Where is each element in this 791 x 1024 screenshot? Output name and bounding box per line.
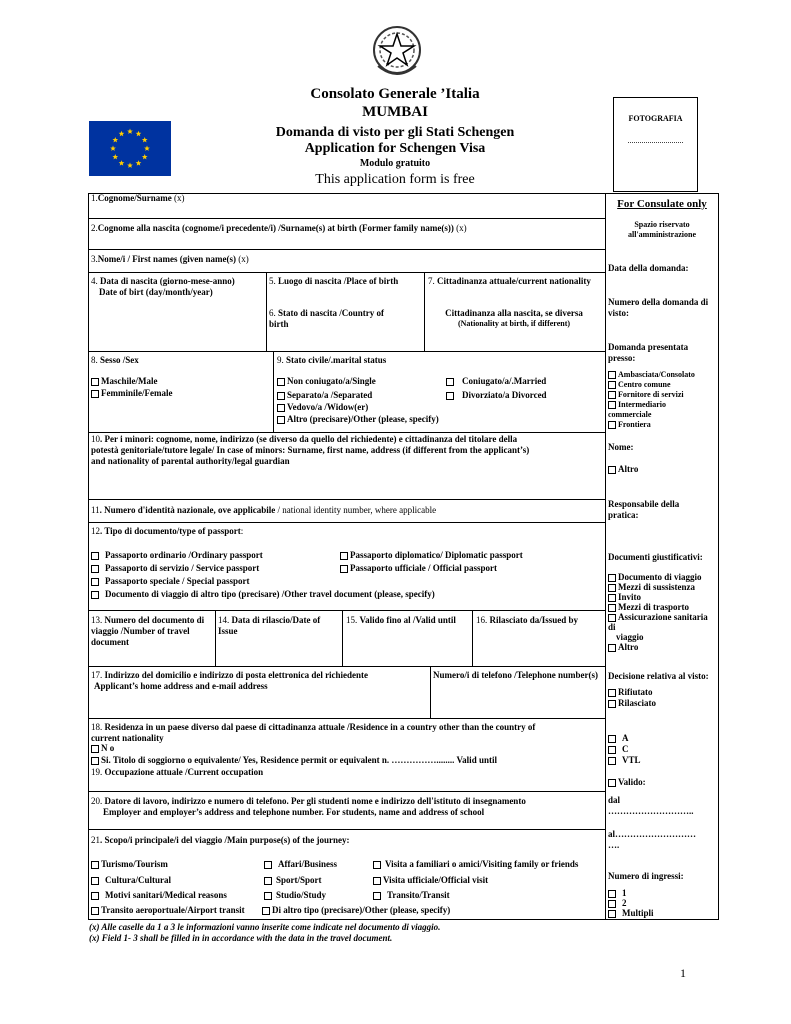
purpose-study[interactable]: Studio/Study (264, 890, 326, 901)
sidebar-visa-type-options[interactable]: A C VTL (608, 733, 641, 766)
purpose-business[interactable]: Affari/Business (264, 859, 337, 870)
sidebar-valid[interactable]: Valido: (608, 777, 646, 788)
field-5-place-of-birth[interactable]: 5. Luogo di nascita /Place of birth (269, 276, 399, 286)
consulate-name: Consolato Generale ’Italia (310, 86, 480, 102)
page-number: 1 (680, 966, 686, 980)
field-3-first-names[interactable]: 3.Nome/i / First names (given name(s) (x) (91, 254, 249, 264)
marital-widow[interactable]: Vedovo/a /Widow(er) (277, 402, 368, 413)
field-17-home-address[interactable]: 17. Indirizzo del domicilio e indirizzo di posta elettronica del richiedente Applicant’s home address and e-mail address (91, 670, 369, 691)
consulate-city: MUMBAI (362, 104, 428, 120)
purpose-transit[interactable]: Transito/Transit (373, 890, 450, 901)
field-10-minors-guardian[interactable]: 10. Per i minori: cognome, nome, indirizzo (se diverso da quello del richiedente) e cittadinanza del titolare della potestà genitoriale/tutore legale/ In case of minors: Surname, first name, address (if different from the applicant’s) and nationality of parental authority/legal guardian (91, 434, 530, 466)
passport-ordinary[interactable]: Passaporto ordinario /Ordinary passport (91, 550, 263, 561)
sidebar-valid-to[interactable]: al……………………… …. (608, 829, 697, 850)
field-12-passport-type: 12. Tipo di documento/type of passport: (91, 526, 244, 536)
sidebar-name[interactable]: Nome: (608, 442, 634, 452)
field-16-issued-by[interactable]: 16. Rilasciato da/Issued by (476, 615, 579, 625)
field-17-telephone[interactable]: Numero/i di telefono /Telephone number(s) (433, 670, 599, 680)
marital-single[interactable]: Non coniugato/a/Single (277, 376, 376, 387)
field-20-employer[interactable]: 20. Datore di lavoro, indirizzo e numero di telefono. Per gli studenti nome e indirizzo dell'istituto di insegnamento Employer and employer’s address and telephone number. For students, name and address of school (91, 796, 526, 817)
free-form-en: This application form is free (315, 172, 475, 187)
sex-option-male[interactable]: Maschile/Male (91, 376, 157, 387)
field-13-document-number[interactable]: 13. Numero del documento di viaggio /Number of travel document (91, 615, 205, 647)
marital-married[interactable]: Coniugato/a/.Married (446, 376, 546, 387)
photo-box (613, 97, 698, 192)
italian-emblem (370, 22, 424, 82)
purpose-cultural[interactable]: Cultura/Cultural (91, 875, 171, 886)
field-4-date-of-birth[interactable]: 4. Data di nascita (giorno-mese-anno) Date of birt (day/month/year) (91, 276, 235, 297)
sidebar-application-number[interactable]: Numero della domanda di visto: (608, 297, 709, 318)
photo-dots: ............................ (627, 136, 684, 145)
field-9-marital-status: 9. Stato civile/.marital status (277, 355, 387, 365)
sex-option-female[interactable]: Femminile/Female (91, 388, 172, 399)
purpose-tourism[interactable]: Turismo/Tourism (91, 859, 168, 870)
form-title-en: Application for Schengen Visa (304, 141, 486, 156)
form-title-it: Domanda di visto per gli Stati Schengen (275, 125, 515, 140)
sidebar-reserved: Spazio riservato all'amministrazione (628, 220, 696, 239)
passport-official[interactable]: Passaporto ufficiale / Official passport (340, 563, 497, 574)
purpose-medical[interactable]: Motivi sanitari/Medical reasons (91, 890, 227, 901)
sidebar-responsible[interactable]: Responsabile della pratica: (608, 499, 680, 520)
field-7-nationality[interactable]: 7. Cittadinanza attuale/current nationality (428, 276, 591, 286)
sidebar-date[interactable]: Data della domanda: (608, 263, 689, 273)
marital-separated[interactable]: Separato/a /Separated (277, 390, 372, 401)
sidebar-documents-options[interactable]: Documento di viaggio Mezzi di sussistenza Invito Mezzi di trasporto Assicurazione sanitaria di viaggio Altro (608, 572, 708, 652)
eu-flag (89, 121, 171, 176)
sidebar-presented-options[interactable]: Ambasciata/Consolato Centro comune Fornitore di servizi Intermediario commerciale Frontiera (608, 370, 695, 429)
field-11-national-id[interactable]: 11. Numero d'identità nazionale, ove applicabile / national identity number, where applicable (91, 505, 437, 515)
field-1-surname[interactable]: 1.Cognome/Surname (x) (91, 193, 185, 203)
passport-other-travel-document[interactable]: Documento di viaggio di altro tipo (precisare) /Other travel document (please, specify) (91, 589, 435, 600)
marital-other[interactable]: Altro (precisare)/Other (please, specify) (277, 414, 439, 425)
sidebar-decision-options[interactable]: Rifiutato Rilasciato (608, 687, 656, 709)
free-form-it: Modulo gratuito (359, 158, 431, 169)
field-2-surname-at-birth[interactable]: 2.Cognome alla nascita (cognome/i precedente/i) /Surname(s) at birth (Former family name(s)) (x) (91, 223, 467, 233)
sidebar-visa-decision: Decisione relativa al visto: (608, 671, 709, 681)
sidebar-supporting-documents: Documenti giustificativi: (608, 552, 703, 562)
sidebar-entries-options[interactable]: 1 2 Multipli (608, 888, 654, 918)
field-21-purpose: 21. Scopo/i principale/i del viaggio /Main purpose(s) of the journey: (91, 835, 350, 845)
photo-label: FOTOGRAFIA (628, 114, 683, 123)
field-19-occupation[interactable]: 19. Occupazione attuale /Current occupation (91, 767, 264, 777)
field-18-residence: 18. Residenza in un paese diverso dal paese di cittadinanza attuale /Residence in a country other than the country of current nationality (91, 722, 536, 743)
passport-diplomatic[interactable]: Passaporto diplomatico/ Diplomatic passport (340, 550, 523, 561)
sidebar-other[interactable]: Altro (608, 464, 638, 475)
sidebar-title: For Consulate only (617, 198, 707, 210)
purpose-sport[interactable]: Sport/Sport (264, 875, 322, 886)
field-6-country-of-birth[interactable]: 6. Stato di nascita /Country of birth (269, 308, 385, 329)
purpose-official-visit[interactable]: Visita ufficiale/Official visit (373, 875, 488, 886)
footer-note-en: (x) Field 1- 3 shall be filled in in accordance with the data in the travel document. (89, 933, 393, 943)
passport-service[interactable]: Passaporto di servizio / Service passport (91, 563, 259, 574)
passport-special[interactable]: Passaporto speciale / Special passport (91, 576, 250, 587)
residence-no[interactable]: N o (91, 743, 114, 754)
purpose-visiting-family[interactable]: Visita a familiari o amici/Visiting family or friends (373, 859, 578, 870)
field-14-date-of-issue[interactable]: 14. Data di rilascio/Date of Issue (218, 615, 321, 636)
purpose-airport-transit[interactable]: Transito aeroportuale/Airport transit (91, 905, 245, 916)
field-7-nationality-at-birth[interactable]: Cittadinanza alla nascita, se diversa (Nationality at birth, if different) (445, 308, 583, 328)
residence-yes[interactable]: Si. Titolo di soggiorno o equivalente/ Yes, Residence permit or equivalent n. ……………........ Valid until (91, 755, 497, 766)
sidebar-presented-at: Domanda presentata presso: (608, 342, 689, 363)
footer-note-it: (x) Alle caselle da 1 a 3 le informazioni vanno inserite come indicate nel documento di viaggio. (89, 922, 441, 932)
marital-divorced[interactable]: Divorziato/a Divorced (446, 390, 547, 401)
sidebar-number-of-entries: Numero di ingressi: (608, 871, 684, 881)
sidebar-valid-from[interactable]: dal ……………………….. (608, 795, 694, 816)
field-15-valid-until[interactable]: 15. Valido fino al /Valid until (346, 615, 456, 625)
field-8-sex: 8. Sesso /Sex (91, 355, 139, 365)
purpose-other[interactable]: Di altro tipo (precisare)/Other (please, specify) (262, 905, 450, 916)
